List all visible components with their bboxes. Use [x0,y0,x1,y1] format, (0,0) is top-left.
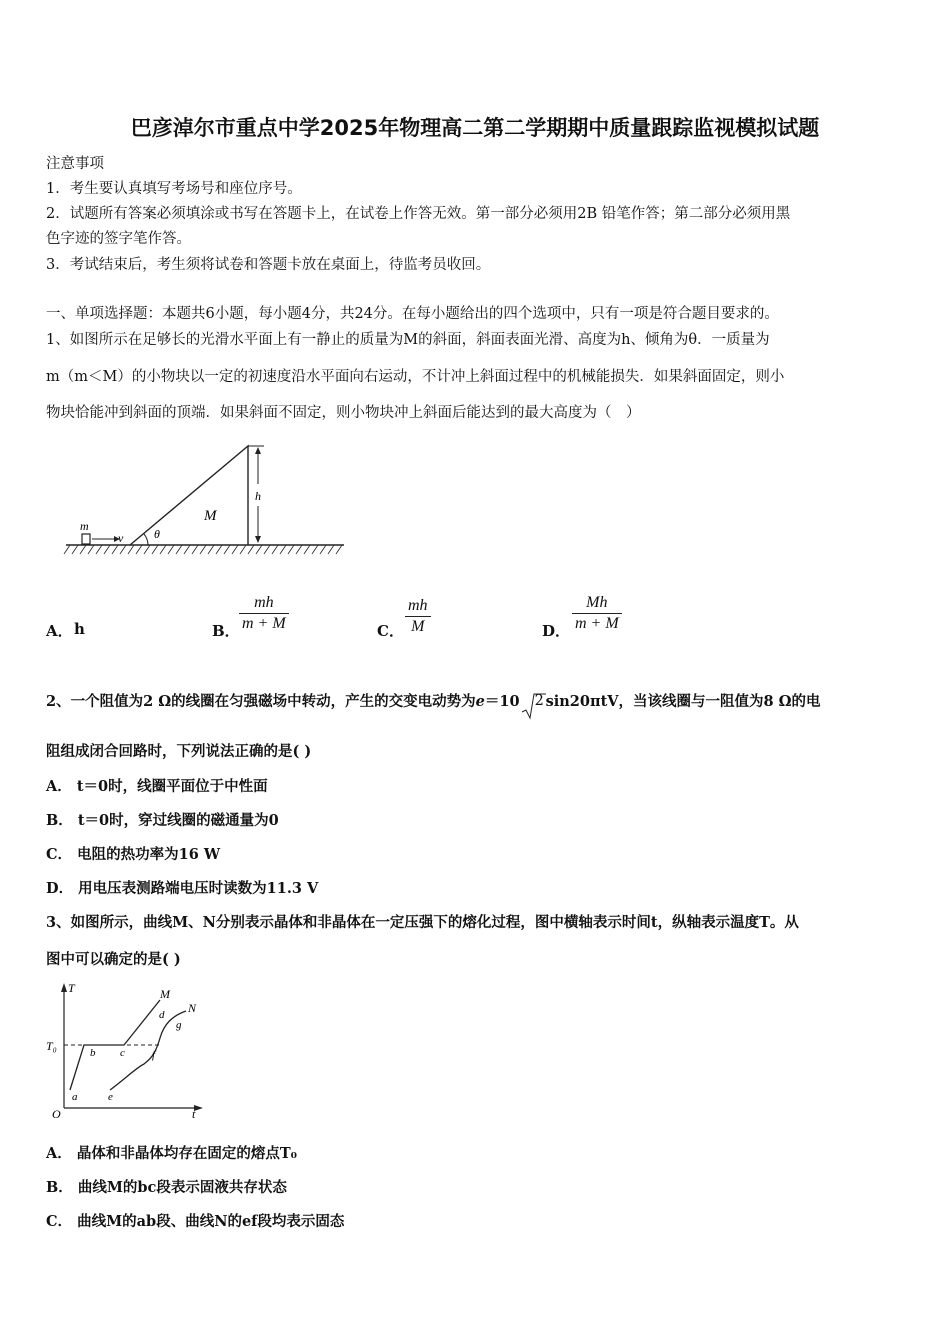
q2-option-d [46,877,318,898]
q1-line-3: 物块恰能冲到斜面的顶端．如果斜面不固定，则小物块冲上斜面后能达到的最大高度为（ ） [46,405,641,421]
notice-item-1: 1．考生要认真填写考场号和座位序号。 [46,181,302,197]
notice-item-2: 2．试题所有答案必须填涂或书写在答题卡上，在试卷上作答无效。第一部分必须用2B 铅笔作答；第二部分必须用黑 [46,206,791,222]
q2-line-1-suffix: V，当该线圈与一阻值为8 Ω的电 [607,693,821,710]
height-label: h [255,489,261,503]
T0-label: T₀ [46,1039,57,1053]
q3-option-c [46,1210,344,1231]
q1-option-c-numerator: mh [408,597,428,614]
point-b-label: b [90,1047,96,1059]
q2-sqrt-radicand: 2 [534,693,544,709]
notice-item-2-cont: 色字迹的签字笔作答。 [46,231,191,247]
q1-line-2: m（m＜M）的小物块以一定的初速度沿水平面向右运动，不计冲上斜面过程中的机械能损失．如果斜面固定，则小 [46,369,785,385]
q3-option-b-text: 曲线M的bc段表示固液共存状态 [77,1179,287,1196]
q1-option-b-label: B． [212,622,240,640]
q1-option-c-label: C． [377,622,404,640]
q2-option-c-label: C． [46,846,73,863]
q3-option-b-label: B． [46,1179,73,1196]
q2-option-b [46,809,279,830]
axis-t-label: t [192,1107,196,1121]
q1-line-1: 1、如图所示在足够长的光滑水平面上有一静止的质量为M的斜面，斜面表面光滑、高度为h、倾角为θ．一质量为 [46,332,770,348]
q2-emf-symbol: e [475,693,485,710]
notice-item-3: 3．考试结束后，考生须将试卷和答题卡放在桌面上，待监考员收回。 [46,257,491,273]
q2-option-a-text: t＝0时，线圈平面位于中性面 [76,778,268,795]
q2-sin-term: sin20πt [545,693,608,710]
q2-line-2: 阻组成闭合回路时，下列说法正确的是( ) [46,743,312,760]
melting-curve-figure [40,978,220,1123]
curve-M [70,1000,160,1090]
notice-heading: 注意事项 [46,156,104,172]
mass-m-label: m [80,519,89,533]
q2-emf-coefficient: ＝10 [484,693,520,710]
q3-line-1: 3、如图所示，曲线M、N分别表示晶体和非晶体在一定压强下的熔化过程，图中横轴表示时间t，纵轴表示温度T。从 [46,914,799,931]
point-c-label: c [120,1047,125,1059]
q1-option-b-numerator: mh [254,594,274,611]
q2-option-c [46,843,220,864]
q3-line-2: 图中可以确定的是( ) [46,951,181,968]
q2-option-b-label: B． [46,812,73,829]
block-m [82,534,90,544]
q2-line-1-prefix: 2、一个阻值为2 Ω的线圈在匀强磁场中转动，产生的交变电动势为 [46,693,476,710]
q1-option-b-fraction [239,594,289,633]
point-g-label: g [176,1019,182,1031]
q2-line-1 [46,690,821,711]
theta-label: θ [154,527,160,541]
curve-M-label: M [160,987,170,1001]
q1-option-c-denominator: M [411,618,425,635]
q2-option-d-text: 用电压表测路端电压时读数为11.3 V [78,880,319,897]
incline-figure [62,438,352,558]
axis-T-label: T [68,981,75,995]
q1-option-d-fraction [572,594,622,633]
q2-option-a [46,775,268,796]
q3-option-a-label: A． [46,1145,72,1162]
origin-label: O [52,1107,61,1121]
mass-M-label: M [204,508,217,524]
q1-option-c-fraction [405,597,431,636]
point-f-label: f [152,1049,156,1061]
point-a-label: a [72,1091,78,1103]
page-title: 巴彦淖尔市重点中学2025年物理高二第二学期期中质量跟踪监视模拟试题 [130,116,820,140]
q2-option-a-label: A． [46,778,72,795]
q3-option-c-text: 曲线M的ab段、曲线N的ef段均表示固态 [77,1213,345,1230]
point-e-label: e [108,1091,113,1103]
q1-option-d-label: D． [542,622,571,640]
q2-option-d-label: D． [46,880,74,897]
curve-N-label: N [188,1001,197,1015]
q3-option-a [46,1142,297,1163]
q1-option-a-label: A． [46,622,73,640]
q2-option-c-text: 电阻的热功率为16 W [77,846,221,863]
q1-option-d-numerator: Mh [586,594,608,611]
velocity-label: v [118,531,124,545]
q1-option-d-denominator: m + M [575,615,619,632]
q1-option-a-text: h [74,620,85,638]
point-d-label: d [159,1009,165,1021]
section-heading: 一、单项选择题：本题共6小题，每小题4分，共24分。在每小题给出的四个选项中，只有一项是符合题目要求的。 [46,306,779,322]
q3-option-a-text: 晶体和非晶体均存在固定的熔点T₀ [76,1145,297,1162]
q3-option-c-label: C． [46,1213,73,1230]
q2-option-b-text: t＝0时，穿过线圈的磁通量为0 [77,812,279,829]
q1-option-b-denominator: m + M [242,615,286,632]
q3-option-b [46,1176,287,1197]
